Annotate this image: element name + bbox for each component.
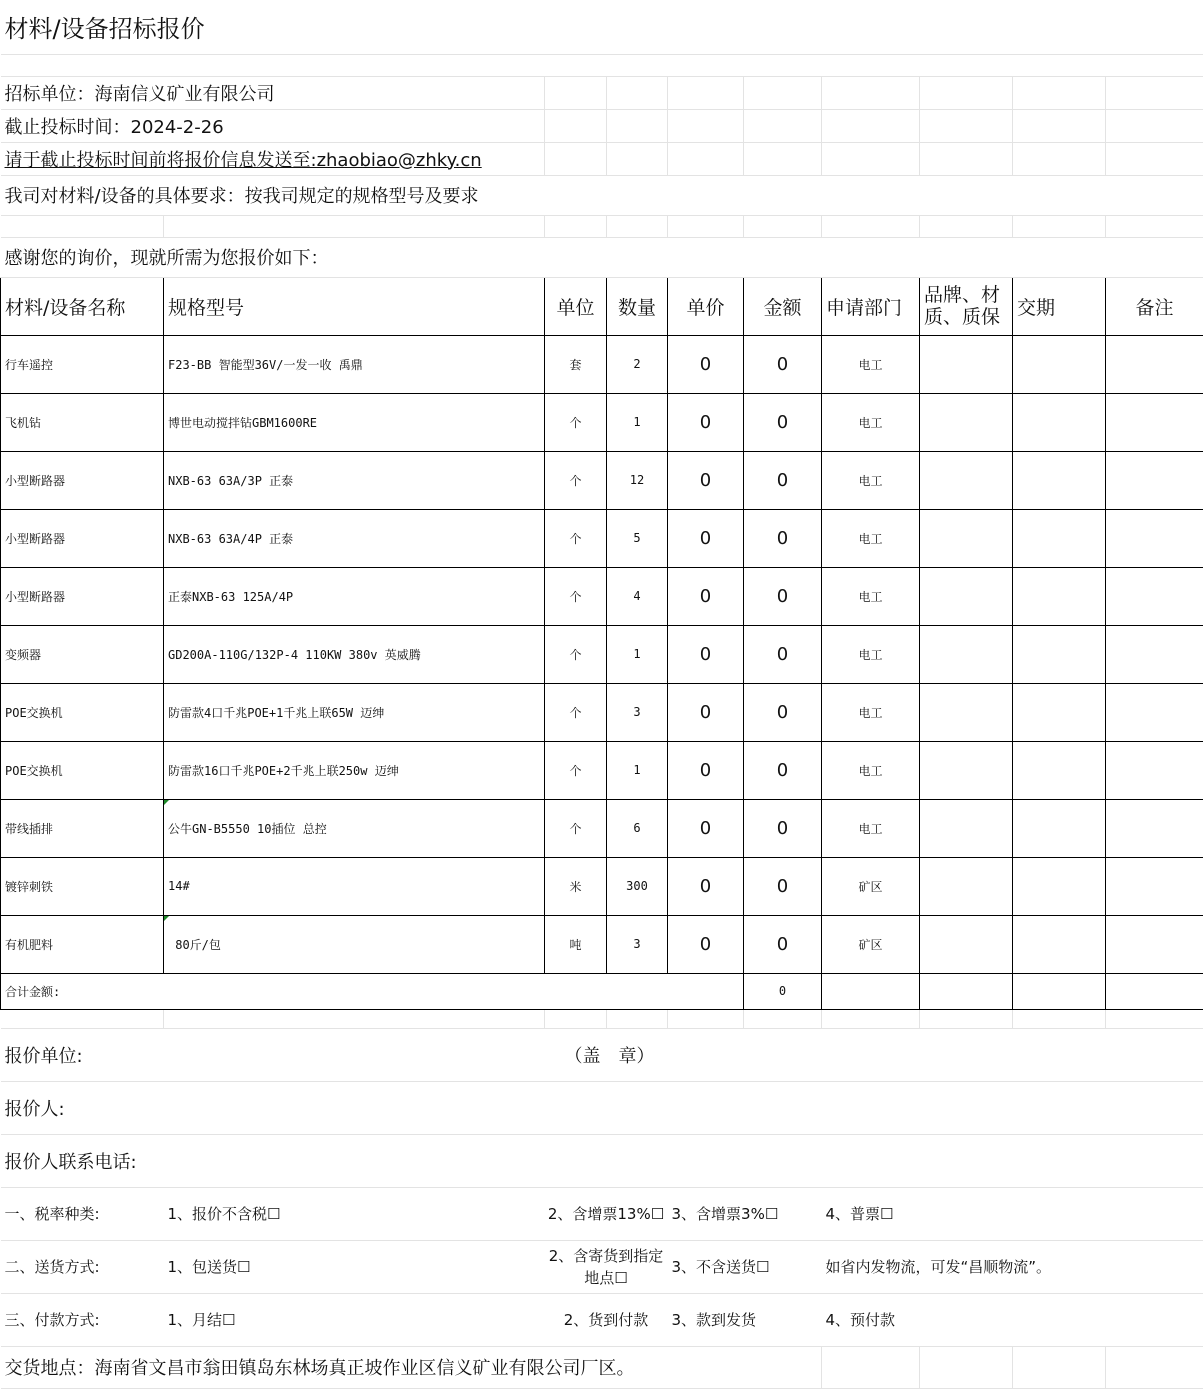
tax-row (1, 1187, 1203, 1240)
cell-remark[interactable] (1106, 393, 1203, 451)
cell-brand[interactable] (920, 915, 1013, 973)
cell-delivery[interactable] (1013, 451, 1106, 509)
cell-remark[interactable] (1106, 741, 1203, 799)
cell-name: 有机肥料 (1, 915, 164, 973)
delivery-note: 如省内发物流，可发“昌顺物流”。 (822, 1240, 1203, 1293)
cell-remark[interactable] (1106, 625, 1203, 683)
cell-unit: 个 (545, 683, 607, 741)
cell-unit: 吨 (545, 915, 607, 973)
cell-brand[interactable] (920, 509, 1013, 567)
quote-unit-label: 报价单位: (1, 1028, 545, 1081)
payment-label: 三、付款方式: (1, 1293, 164, 1346)
total-label: 合计金额: (1, 973, 744, 1009)
col-header-qty: 数量 (607, 277, 668, 335)
delivery-option-1[interactable]: 1、包送货☐ (164, 1240, 545, 1293)
payment-row (1, 1293, 1203, 1346)
tax-label: 一、税率种类: (1, 1187, 164, 1240)
cell-remark[interactable] (1106, 683, 1203, 741)
col-header-unit: 单位 (545, 277, 607, 335)
cell-qty: 1 (607, 741, 668, 799)
cell-name: POE交换机 (1, 741, 164, 799)
cell-unit: 个 (545, 741, 607, 799)
cell-name: 行车遥控 (1, 335, 164, 393)
cell-name: 镀锌刺铁 (1, 857, 164, 915)
col-header-spec: 规格型号 (164, 277, 545, 335)
tax-option-4[interactable]: 4、普票☐ (822, 1187, 1203, 1240)
stamp-label: （盖 章） (545, 1028, 1203, 1081)
cell-remark[interactable] (1106, 567, 1203, 625)
delivery-option-3[interactable]: 3、不含送货☐ (668, 1240, 822, 1293)
payment-option-4[interactable]: 4、预付款 (822, 1293, 1203, 1346)
cell-name: 变频器 (1, 625, 164, 683)
cell-qty: 1 (607, 625, 668, 683)
col-header-delivery: 交期 (1013, 277, 1106, 335)
cell-price[interactable]: 0 (668, 683, 744, 741)
cell-spec: 防雷款16口千兆POE+2千兆上联250w 迈绅 (164, 741, 545, 799)
cell-remark[interactable] (1106, 509, 1203, 567)
cell-qty: 5 (607, 509, 668, 567)
tax-option-1[interactable]: 1、报价不含税☐ (164, 1187, 545, 1240)
col-header-dept: 申请部门 (822, 277, 920, 335)
cell-brand[interactable] (920, 799, 1013, 857)
cell-dept: 矿区 (822, 915, 920, 973)
cell-amount: 0 (744, 857, 822, 915)
cell-delivery[interactable] (1013, 335, 1106, 393)
cell-unit: 个 (545, 451, 607, 509)
col-header-brand: 品牌、材质、质保 (920, 277, 1013, 335)
cell-spec: 80斤/包 (164, 915, 545, 973)
payment-option-1[interactable]: 1、月结☐ (164, 1293, 545, 1346)
table-row (1, 625, 1203, 683)
cell-brand[interactable] (920, 857, 1013, 915)
cell-qty: 3 (607, 683, 668, 741)
thanks-note: 感谢您的询价，现就所需为您报价如下： (1, 237, 1203, 277)
cell-price[interactable]: 0 (668, 509, 744, 567)
cell-amount: 0 (744, 915, 822, 973)
payment-option-2[interactable]: 2、货到付款 (545, 1293, 668, 1346)
cell-unit: 个 (545, 567, 607, 625)
cell-spec: GD200A-110G/132P-4 110KW 380v 英威腾 (164, 625, 545, 683)
cell-qty: 300 (607, 857, 668, 915)
cell-brand[interactable] (920, 335, 1013, 393)
table-row (1, 567, 1203, 625)
cell-qty: 6 (607, 799, 668, 857)
cell-brand[interactable] (920, 625, 1013, 683)
cell-price[interactable]: 0 (668, 857, 744, 915)
col-header-amount: 金额 (744, 277, 822, 335)
cell-dept: 电工 (822, 741, 920, 799)
cell-dept: 电工 (822, 335, 920, 393)
delivery-option-2[interactable]: 2、含寄货到指定地点☐ (545, 1240, 668, 1293)
phone-label: 报价人联系电话: (1, 1134, 1203, 1187)
delivery-row (1, 1240, 1203, 1293)
quoter-label: 报价人: (1, 1081, 1203, 1134)
cell-name: POE交换机 (1, 683, 164, 741)
cell-qty: 1 (607, 393, 668, 451)
cell-price[interactable]: 0 (668, 335, 744, 393)
email-link[interactable]: 请于截止投标时间前将报价信息发送至:zhaobiao@zhky.cn (1, 142, 545, 175)
cell-dept: 电工 (822, 567, 920, 625)
cell-spec: F23-BB 智能型36V/一发一收 禹鼎 (164, 335, 545, 393)
cell-delivery[interactable] (1013, 683, 1106, 741)
cell-amount: 0 (744, 451, 822, 509)
cell-spec: 14# (164, 857, 545, 915)
cell-name: 带线插排 (1, 799, 164, 857)
cell-qty: 3 (607, 915, 668, 973)
cell-name: 飞机钻 (1, 393, 164, 451)
cell-price[interactable]: 0 (668, 915, 744, 973)
cell-unit: 个 (545, 393, 607, 451)
cell-dept: 电工 (822, 509, 920, 567)
cell-delivery[interactable] (1013, 509, 1106, 567)
cell-qty: 4 (607, 567, 668, 625)
tax-option-2[interactable]: 2、含增票13%☐ (545, 1187, 668, 1240)
cell-remark[interactable] (1106, 335, 1203, 393)
cell-qty: 2 (607, 335, 668, 393)
cell-brand[interactable] (920, 683, 1013, 741)
cell-dept: 矿区 (822, 857, 920, 915)
cell-delivery[interactable] (1013, 799, 1106, 857)
spacer-row (1, 54, 1203, 76)
cell-unit: 个 (545, 625, 607, 683)
table-row (1, 915, 1203, 973)
cell-price[interactable]: 0 (668, 799, 744, 857)
table-row (1, 683, 1203, 741)
cell-spec: NXB-63 63A/4P 正泰 (164, 509, 545, 567)
table-row (1, 451, 1203, 509)
cell-price[interactable]: 0 (668, 625, 744, 683)
cell-remark[interactable] (1106, 915, 1203, 973)
cell-name: 小型断路器 (1, 509, 164, 567)
cell-spec: 防雷款4口千兆POE+1千兆上联65W 迈绅 (164, 683, 545, 741)
delivery-address: 交货地点：海南省文昌市翁田镇岛东林场真正坡作业区信义矿业有限公司厂区。 (1, 1346, 822, 1388)
table-row (1, 509, 1203, 567)
cell-amount: 0 (744, 625, 822, 683)
payment-option-3[interactable]: 3、款到发货 (668, 1293, 822, 1346)
cell-dept: 电工 (822, 625, 920, 683)
cell-remark[interactable] (1106, 451, 1203, 509)
cell-unit: 套 (545, 335, 607, 393)
cell-delivery[interactable] (1013, 393, 1106, 451)
cell-delivery[interactable] (1013, 741, 1106, 799)
cell-amount: 0 (744, 509, 822, 567)
cell-spec: 公牛GN-B5550 10插位 总控 (164, 799, 545, 857)
cell-unit: 个 (545, 799, 607, 857)
tender-unit: 招标单位：海南信义矿业有限公司 (1, 76, 545, 109)
cell-delivery[interactable] (1013, 857, 1106, 915)
tax-option-3[interactable]: 3、含增票3%☐ (668, 1187, 822, 1240)
table-row (1, 799, 1203, 857)
total-row (1, 973, 1203, 1009)
total-value: 0 (744, 973, 822, 1009)
cell-dept: 电工 (822, 451, 920, 509)
cell-qty: 12 (607, 451, 668, 509)
cell-delivery[interactable] (1013, 567, 1106, 625)
cell-amount: 0 (744, 335, 822, 393)
cell-amount: 0 (744, 683, 822, 741)
table-row (1, 335, 1203, 393)
cell-spec: 博世电动搅拌钻GBM1600RE (164, 393, 545, 451)
cell-remark[interactable] (1106, 857, 1203, 915)
cell-brand[interactable] (920, 567, 1013, 625)
cell-spec: NXB-63 63A/3P 正泰 (164, 451, 545, 509)
cell-brand[interactable] (920, 741, 1013, 799)
cell-dept: 电工 (822, 683, 920, 741)
cell-amount: 0 (744, 799, 822, 857)
col-header-price: 单价 (668, 277, 744, 335)
cell-brand[interactable] (920, 451, 1013, 509)
table-row (1, 741, 1203, 799)
cell-dept: 电工 (822, 393, 920, 451)
delivery-label: 二、送货方式: (1, 1240, 164, 1293)
table-header (1, 277, 1203, 335)
col-header-name: 材料/设备名称 (1, 277, 164, 335)
cell-price[interactable]: 0 (668, 393, 744, 451)
cell-price[interactable]: 0 (668, 567, 744, 625)
page-title: 材料/设备招标报价 (1, 0, 1203, 54)
cell-delivery[interactable] (1013, 915, 1106, 973)
table-row (1, 857, 1203, 915)
cell-amount: 0 (744, 741, 822, 799)
cell-amount: 0 (744, 393, 822, 451)
cell-unit: 个 (545, 509, 607, 567)
cell-brand[interactable] (920, 393, 1013, 451)
cell-price[interactable]: 0 (668, 741, 744, 799)
cell-amount: 0 (744, 567, 822, 625)
tender-deadline: 截止投标时间：2024-2-26 (1, 109, 545, 142)
cell-dept: 电工 (822, 799, 920, 857)
cell-price[interactable]: 0 (668, 451, 744, 509)
requirement-note: 我司对材料/设备的具体要求：按我司规定的规格型号及要求 (1, 175, 1203, 215)
cell-unit: 米 (545, 857, 607, 915)
cell-delivery[interactable] (1013, 625, 1106, 683)
table-row (1, 393, 1203, 451)
cell-name: 小型断路器 (1, 451, 164, 509)
cell-name: 小型断路器 (1, 567, 164, 625)
cell-spec: 正泰NXB-63 125A/4P (164, 567, 545, 625)
cell-remark[interactable] (1106, 799, 1203, 857)
col-header-remark: 备注 (1106, 277, 1203, 335)
